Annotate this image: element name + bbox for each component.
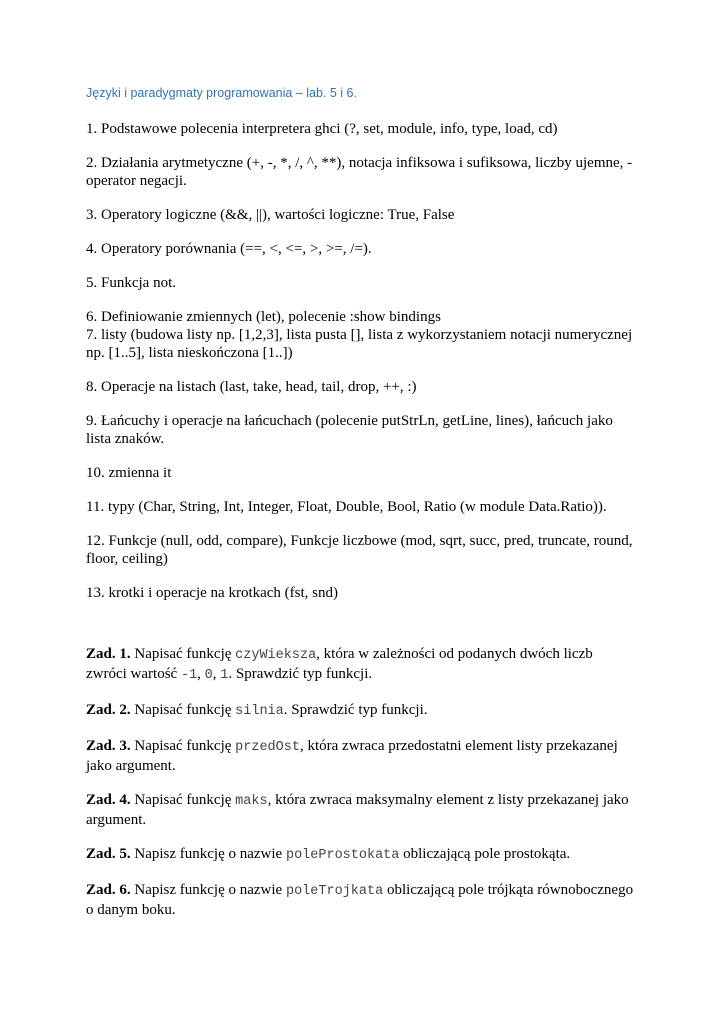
return-value: 0 xyxy=(204,668,213,683)
topic-item-9: 9. Łańcuchy i operacje na łańcuchach (polecenie putStrLn, getLine, lines), łańcuch jako lista znaków. xyxy=(86,413,613,447)
task-label: Zad. 4. xyxy=(86,792,131,808)
function-name: czyWieksza xyxy=(235,648,317,663)
return-value: -1 xyxy=(180,668,198,683)
topic-item-8: 8. Operacje na listach (last, take, head, tail, drop, ++, :) xyxy=(86,379,417,395)
tasks-list xyxy=(86,645,634,935)
task-label: Zad. 6. xyxy=(86,882,131,898)
task-text: obliczającą pole prostokąta. xyxy=(399,846,571,862)
task-label: Zad. 3. xyxy=(86,738,131,754)
topic-item-11: 11. typy (Char, String, Int, Integer, Float, Double, Bool, Ratio (w module Data.Ratio)). xyxy=(86,499,607,515)
task-label: Zad. 2. xyxy=(86,702,131,718)
topics-list xyxy=(86,120,634,618)
task-item-2 xyxy=(86,701,634,721)
task-item-5 xyxy=(86,845,634,865)
task-text: Napisać funkcję xyxy=(130,646,236,662)
task-text: , xyxy=(197,666,205,682)
topic-item-10: 10. zmienna it xyxy=(86,465,172,481)
function-name: poleTrojkata xyxy=(285,884,384,899)
topic-item-6: 6. Definiowanie zmiennych (let), polecenie :show bindings xyxy=(86,309,441,325)
task-text: obliczającą pole trójkąta równobocznego o danym boku. xyxy=(86,882,634,918)
task-text: . Sprawdzić typ funkcji. xyxy=(228,666,373,682)
task-text: . Sprawdzić typ funkcji. xyxy=(283,702,428,718)
task-text: Napisz funkcję o nazwie xyxy=(130,882,286,898)
task-label: Zad. 5. xyxy=(86,846,131,862)
task-text: Napisać funkcję xyxy=(130,792,236,808)
task-item-6 xyxy=(86,881,634,919)
topic-item-5: 5. Funkcja not. xyxy=(86,275,176,291)
task-text: Napisać funkcję xyxy=(130,702,236,718)
function-name: silnia xyxy=(235,704,284,719)
topic-item-7: 7. listy (budowa listy np. [1,2,3], lista pusta [], lista z wykorzystaniem notacji numerycznej np. [1..5], lista nieskończona [1..]) xyxy=(86,327,633,361)
function-name: maks xyxy=(235,794,268,809)
topic-item-3: 3. Operatory logiczne (&&, ||), wartości logiczne: True, False xyxy=(86,207,455,223)
topic-item-2: 2. Działania arytmetyczne (+, -, *, /, ^, **), notacja infiksowa i sufiksowa, liczby ujemne, - operator negacji. xyxy=(86,155,633,189)
topic-item-12: 12. Funkcje (null, odd, compare), Funkcje liczbowe (mod, sqrt, succ, pred, truncate, round, floor, ceiling) xyxy=(86,533,633,567)
task-label: Zad. 1. xyxy=(86,646,131,662)
task-item-4 xyxy=(86,791,634,829)
task-item-3 xyxy=(86,737,634,775)
topic-item-4: 4. Operatory porównania (==, <, <=, >, >=, /=). xyxy=(86,241,372,257)
task-item-1 xyxy=(86,645,634,685)
task-text: Napisz funkcję o nazwie xyxy=(130,846,286,862)
function-name: poleProstokata xyxy=(285,848,400,863)
topic-item-13: 13. krotki i operacje na krotkach (fst, snd) xyxy=(86,585,339,601)
document-header: Języki i paradygmaty programowania – lab. 5 i 6. xyxy=(86,86,357,100)
task-text: , która zwraca maksymalny element z listy przekazanej jako argument. xyxy=(86,792,629,828)
topic-item-1: 1. Podstawowe polecenia interpretera ghci (?, set, module, info, type, load, cd) xyxy=(86,121,558,137)
task-text: Napisać funkcję xyxy=(130,738,236,754)
task-text: , xyxy=(212,666,221,682)
return-value: 1 xyxy=(220,668,229,683)
function-name: przedOst xyxy=(235,740,300,755)
task-text: , która zwraca przedostatni element listy przekazanej jako argument. xyxy=(86,738,618,774)
task-text: , która w zależności od podanych dwóch liczb zwróci wartość xyxy=(86,646,593,682)
